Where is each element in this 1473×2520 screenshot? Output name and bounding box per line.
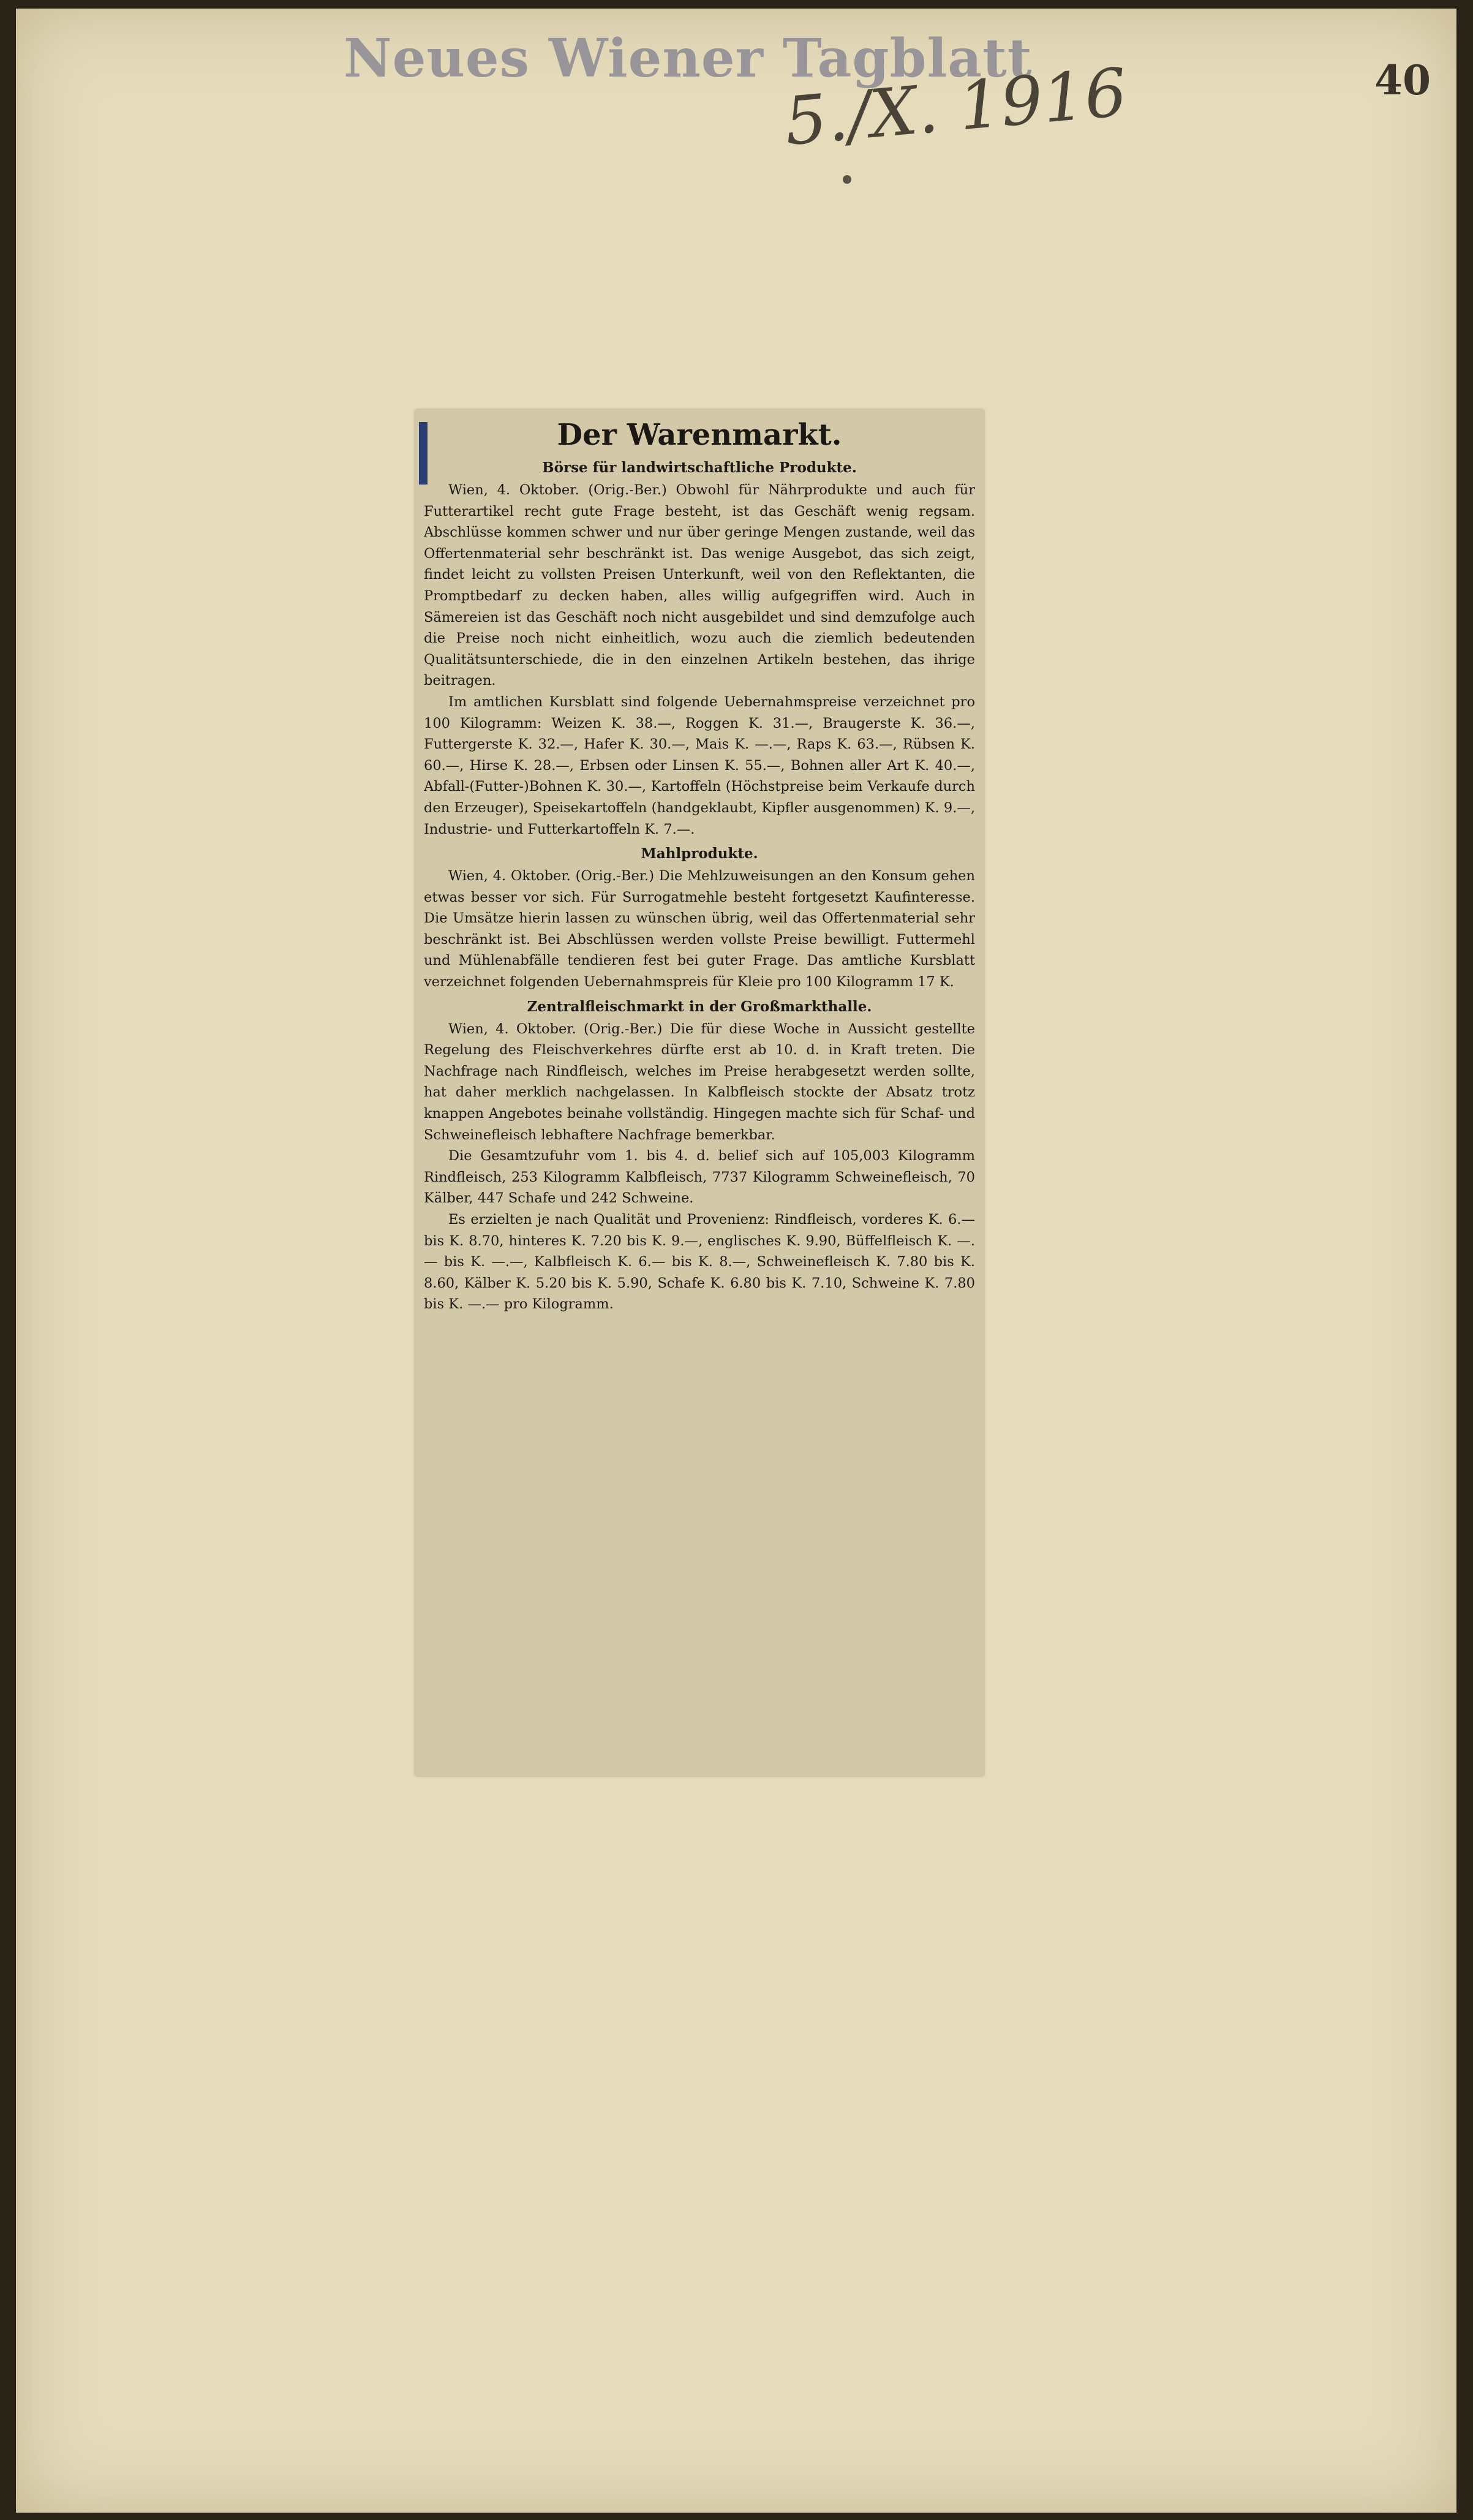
newspaper-clipping bbox=[415, 410, 984, 1776]
paragraph: Wien, 4. Oktober. (Orig.-Ber.) Die Mehlzuweisungen an den Konsum gehen etwas besser vor sich. Für Surrogatmehle besteht fortgesetzt Kaufinteresse. Die Umsätze hierin lassen zu wünschen übrig, weil das Offertenmaterial sehr beschränkt ist. Bei Abschlüssen werden vollste Preise bewilligt. Futtermehl und Mühlenabfälle tendieren fest bei guter Frage. Das amtliche Kursblatt verzeichnet folgenden Uebernahmspreis für Kleie pro 100 Kilogramm 17 K. bbox=[424, 868, 975, 990]
section-heading-boerse: Börse für landwirtschaftliche Produkte. bbox=[542, 459, 857, 476]
paragraph: Im amtlichen Kursblatt sind folgende Uebernahmspreise verzeichnet pro 100 Kilogramm: Weizen K. 38.—, Roggen K. 31.—, Braugerste K. 36.—, Futtergerste K. 32.—, Hafer K. 30.—, Mais K. —.—, Raps K. 63.—, Rübsen K. 60.—, Hirse K. 28.—, Erbsen oder Linsen K. 55.—, Bohnen aller Art K. 40.—, Abfall-(Futter-)Bohnen K. 30.—, Kartoffeln (Höchstpreise beim Verkaufe durch den Erzeuger), Speisekartoffeln (handgeklaubt, Kipfler ausgenommen) K. 9.—, Industrie- und Futterkartoffeln K. 7.—. bbox=[424, 693, 975, 837]
page-number: 40 bbox=[1374, 56, 1431, 104]
paragraph: Es erzielten je nach Qualität und Provenienz: Rindfleisch, vorderes K. 6.— bis K. 8.70, hinteres K. 7.20 bis K. 9.—, englisches K. 9.90, Büffelfleisch K. —.— bis K. —.—, Kalbfleisch K. 6.— bis K. 8.—, Schweinefleisch K. 7.80 bis K. 8.60, Kälber K. 5.20 bis K. 5.90, Schafe K. 6.80 bis K. 7.10, Schweine K. 7.80 bis K. —.— pro Kilogramm. bbox=[424, 1212, 975, 1313]
archive-sheet bbox=[16, 9, 1456, 2513]
ink-dot bbox=[843, 175, 851, 184]
paragraph: Die Gesamtzufuhr vom 1. bis 4. d. belief sich auf 105,003 Kilogramm Rindfleisch, 253 Kilogramm Kalbfleisch, 7737 Kilogramm Schweinefleisch, 70 Kälber, 447 Schafe und 242 Schweine. bbox=[424, 1148, 975, 1207]
handwritten-date: 5./X. 1916 bbox=[782, 54, 1130, 161]
paragraph: Wien, 4. Oktober. (Orig.-Ber.) Obwohl für Nährprodukte und auch für Futterartikel recht gute Frage besteht, ist das Geschäft wenig regsam. Abschlüsse kommen schwer und nur über geringe Mengen zustande, weil das Offertenmaterial sehr beschränkt ist. Das wenige Ausgebot, das sich zeigt, findet leicht zu vollsten Preisen Unterkunft, weil von den Reflektanten, die Promptbedarf zu decken haben, alles willig aufgegriffen wird. Auch in Sämereien ist das Geschäft noch nicht ausgebildet und sind demzufolge auch die Preise noch nicht einheitlich, wozu auch die ziemlich bedeutenden Qualitätsunterschiede, die in den einzelnen Artikeln bestehen, das ihrige beitragen. bbox=[424, 482, 975, 689]
newspaper-stamp: Neues Wiener Tagblatt bbox=[344, 28, 1033, 89]
clipping-text bbox=[424, 416, 975, 1770]
article-title: Der Warenmarkt. bbox=[557, 418, 842, 452]
paragraph: Wien, 4. Oktober. (Orig.-Ber.) Die für diese Woche in Aussicht gestellte Regelung des Fleischverkehres dürfte erst ab 10. d. in Kraft treten. Die Nachfrage nach Rindfleisch, welches im Preise herabgesetzt werden sollte, hat daher merklich nachgelassen. In Kalbfleisch stockte der Absatz trotz knappen Angebotes beinahe vollständig. Hingegen machte sich für Schaf- und Schweinefleisch lebhaftere Nachfrage bemerkbar. bbox=[424, 1020, 975, 1143]
section-heading-fleischmarkt: Zentralfleischmarkt in der Großmarkthalle. bbox=[527, 998, 872, 1015]
section-heading-mahlprodukte: Mahlprodukte. bbox=[641, 845, 758, 862]
